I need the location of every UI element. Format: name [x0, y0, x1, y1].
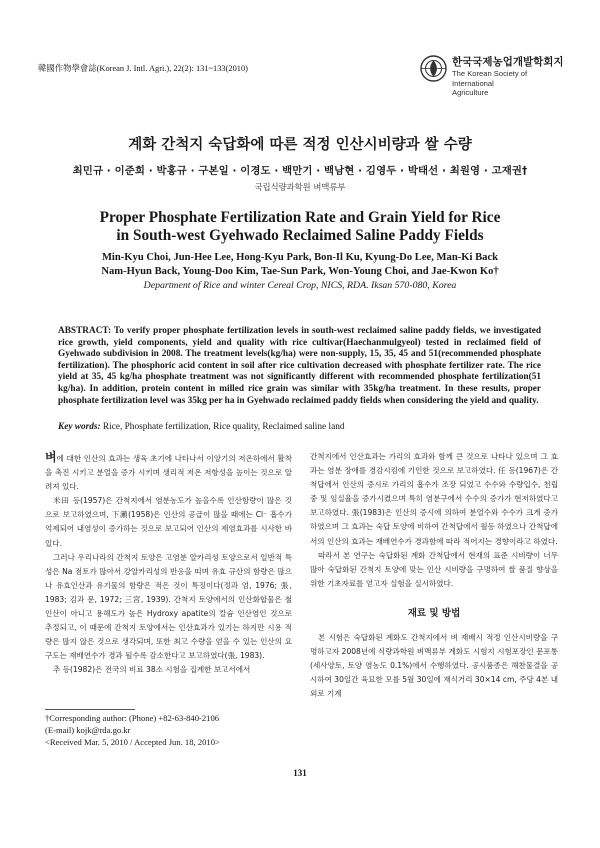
institution-korean: 국립식량과학원 벼맥류부 — [254, 182, 346, 192]
footnote-divider — [45, 709, 135, 710]
footnote-email: (E-mail) kojk@rda.go.kr — [45, 724, 131, 735]
title-english — [0, 209, 600, 245]
body-paragraph: 간척지에서 인산효과는 가리의 효과와 함께 큰 것으로 나타나 있으며 그 효과는 염분 장애를 경감시킴에 기인한 것으로 보고하였다. 任 등(1967)은 간척답에서 인산의 증시로 가리의 흡수가 조장 되었고 수수와 수량입수, 천립중 및 임실율을 증가시켰으며 특히 염분구에서 수수의 증가가 현저하였다고 보고하였다. 張(1983)은 인산의 증시에 의하여 분얼수와 수수가 크게 증가하였으며 그 효과는 숙답 토양에 비하여 간척답에서 월등 하였으나 간척답에서의 인산의 효과는 재배연수가 경과함에 따라 적어지는 경향이라고 하였다. — [310, 452, 558, 546]
keywords — [58, 422, 548, 432]
body-paragraph: 따라서 본 연구는 숙답화된 계화 간척답에서 현재의 표준 시비량이 너무 많아 숙답화된 간척지 토양에 맞는 인산 시비량을 구명하여 쌀 품질 향상을 위한 기초자료를 얻고자 실험을 실시하였다. — [310, 550, 558, 588]
footnote-corresponding-author: †Corresponding author: (Phone) +82-63-840-2106 — [45, 713, 220, 723]
abstract-label: ABSTRACT: — [58, 326, 112, 336]
body-column-right — [310, 450, 558, 702]
authors-english — [0, 251, 600, 278]
society-name-en-line2: Agriculture — [452, 88, 489, 97]
footnotes — [45, 713, 295, 748]
body-paragraph — [45, 450, 292, 494]
body-paragraph: 米田 등(1957)은 간척지에서 염분농도가 높을수록 인산함량이 많은 것으로 보고하였으며, 下瀨(1958)은 인산의 공급이 많을 때에는 Cl⁻ 흡수가 억제되어 내염성이 증가하는 것으로 보고되어 인산의 제염효과를 시사한 바 있다. — [45, 496, 292, 548]
body-paragraph-text: 에 대한 인산의 효과는 생육 초기에 나타나서 이앙기의 저온하에서 활착을 촉진 시키고 분얼을 증가 시키며 생리적 저온 저항성을 높이는 것으로 알려져 있다. — [45, 454, 292, 492]
body-column-left — [45, 450, 292, 678]
abstract — [58, 326, 541, 407]
body-paragraph: 그러나 우리나라의 간척지 토양은 고염분 알카리성 토양으로서 일반적 특성은 Na 점토가 많아서 강알카리성의 반응을 띠며 유효 규산의 함량은 많으나 유효인산과 유기물의 함량은 적은 것이 특징이다(정과 엄, 1976; 張, 1983; 김과 문, 1972; 三宮, 1939). 간척지 토양에서의 인산화합물은 철인산이 아니고 용해도가 높은 Hydroxy apatite의 칼슘 인산염인 것으로 추정되고, 이 때문에 간척지 토양에서는 인산효과가 있기는 하지만 시용 적량은 많지 않은 것으로 생각되며, 또한 최고 수량을 얻을 수 있는 인산의 요구도는 재배연수가 경과 될수록 감소한다고 보고하였다(張, 1983). — [45, 552, 292, 661]
footnote-received-accepted: <Received Mar. 5, 2010 / Accepted Jun. 18, 2010> — [45, 736, 220, 747]
section-title-materials-methods: 재료 및 방법 — [407, 607, 461, 619]
lead-character: 벼 — [45, 450, 57, 464]
title-english-line2: in South-west Gyehwado Reclaimed Saline Paddy Fields — [116, 227, 484, 244]
department-english: Department of Rice and winter Cereal Crop, NICS, RDA. Iksan 570-080, Korea — [143, 280, 457, 291]
authors-english-line2: Nam-Hyun Back, Young-Doo Kim, Tae-Sun Park, Won-Young Choi, and Jae-Kwon Ko† — [101, 265, 499, 277]
page-number: 131 — [293, 768, 307, 778]
keywords-text: Rice, Phosphate fertilization, Rice quality, Reclaimed saline land — [100, 422, 345, 432]
title-korean: 계화 간척지 숙답화에 따른 적정 인산시비량과 쌀 수량 — [128, 137, 472, 153]
society-header — [420, 52, 570, 97]
society-name-en-line1: The Korean Society of International — [452, 69, 528, 88]
keywords-label: Key words: — [58, 422, 101, 432]
society-name-en — [452, 69, 570, 98]
authors-english-line1: Min-Kyu Choi, Jun-Hee Lee, Hong-Kyu Park, Bon-Il Ku, Kyung-Do Lee, Man-Ki Back — [101, 252, 499, 263]
body-paragraph: 본 시험은 숙답화된 계화도 간척지에서 벼 재배시 적정 인산시비량을 구명하고자 2008년에 식량과학원 벼맥류부 계화도 시험지 시험포장인 문포통(세사양토, 토양 염농도 0.1%)에서 수행하였다. 공시품종은 해찬물결을 공시하여 30일간 육묘한 모를 5월 30일에 재식거리 30×14 cm, 주당 4본 내외로 기계 — [310, 633, 558, 699]
authors-korean: 최민규 · 이준희 · 박홍규 · 구본일 · 이경도 · 백만기 · 백남현 · 김영두 · 박태선 · 최원영 · 고재권† — [72, 165, 528, 177]
abstract-text: To verify proper phosphate fertilization levels in south-west reclaimed saline paddy fields, we investigated rice growth, yield components, yield and quality with rice cultivar(Haechanmulgyeol) tested in reclaimed field of Gyehwado subdivision in 2008. The treatment levels(kg/ha) were non-supply, 15, 35, 45 and 51(recommended phosphate fertilization). The phosphoric acid content in soil after rice cultivation decreased with phosphate fertilizer rate. The rice yield at 35, 45 kg/ha phosphate treatment was not significantly different with recommended phosphate fertilization(51 kg/ha). In addition, protein content in milled rice grain was similar with 35kg/ha treatment. In these results, proper phosphate fertilization level was 35kg per ha in Gyehwado reclaimed paddy fields when considering the yield and quality. — [58, 326, 541, 406]
body-paragraph: 추 등(1982)은 전국의 비료 38소 시험을 집계한 보고서에서 — [53, 665, 251, 675]
society-name-ko: 한국국제농업개발학회지 — [452, 56, 564, 68]
journal-citation: 韓國作物學會誌(Korean J. Intl. Agri.), 22(2): 131~133(2010) — [38, 64, 248, 73]
title-english-line1: Proper Phosphate Fertilization Rate and Grain Yield for Rice — [99, 209, 501, 226]
society-logo-icon — [420, 55, 447, 82]
